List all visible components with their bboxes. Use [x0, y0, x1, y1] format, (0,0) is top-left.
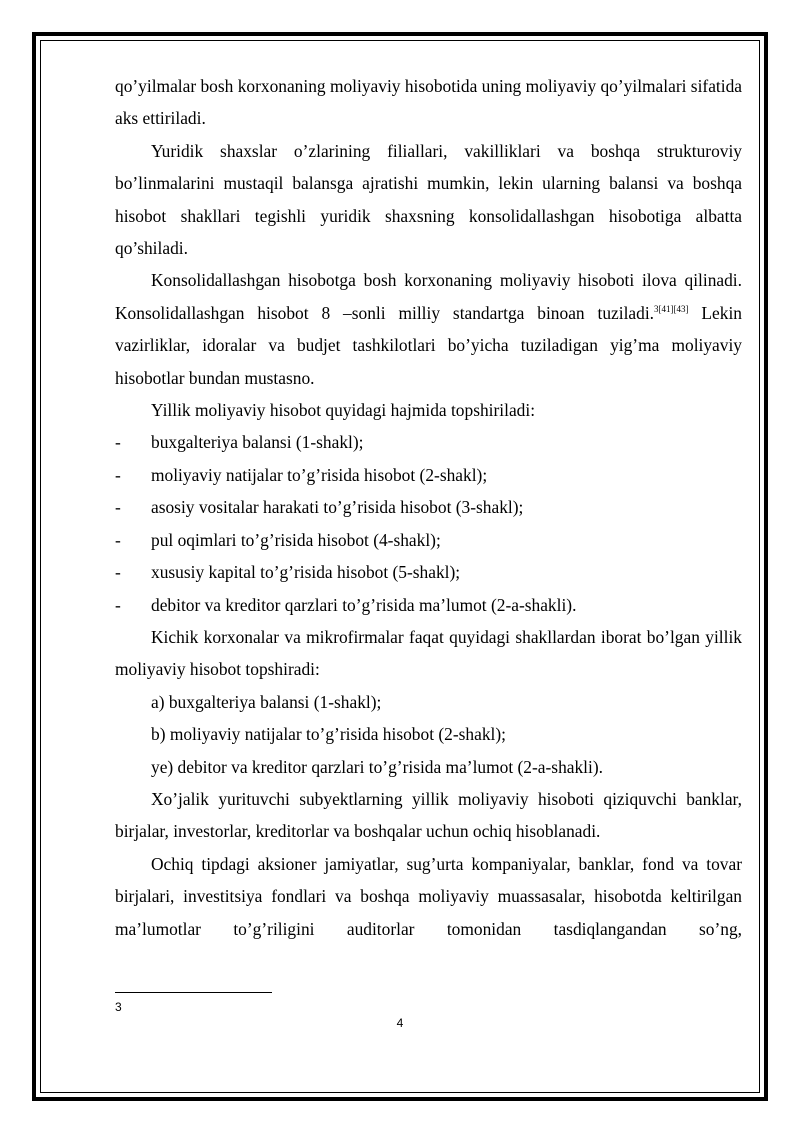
document-body — [115, 70, 742, 945]
dash-marker: - — [115, 562, 121, 583]
list-item: b) moliyaviy natijalar to’g’risida hisobot (2-shakl); — [151, 724, 506, 745]
paragraph-3 — [115, 264, 742, 394]
list-item — [115, 426, 742, 458]
list-item: a) buxgalteriya balansi (1-shakl); — [151, 691, 382, 712]
dash-marker: - — [115, 594, 121, 615]
list-item — [115, 459, 742, 491]
list-item-text: moliyaviy natijalar to’g’risida hisobot (2-shakl); — [151, 464, 488, 485]
list-item-text: pul oqimlari to’g’risida hisobot (4-shakl); — [151, 529, 441, 550]
list-item-text: asosiy vositalar harakati to’g’risida hisobot (3-shakl); — [151, 497, 524, 518]
list-item — [115, 524, 742, 556]
footnote-reference[interactable]: 3[41][43] — [654, 303, 689, 314]
list-item — [115, 556, 742, 588]
page-number: 4 — [396, 1016, 404, 1030]
paragraph-6: Xo’jalik yurituvchi subyektlarning yillik moliyaviy hisoboti qiziquvchi banklar, birjalar, investorlar, kreditorlar va boshqalar uchun ochiq hisoblanadi. — [115, 788, 742, 842]
dash-marker: - — [115, 432, 121, 453]
paragraph-7: Ochiq tipdagi aksioner jamiyatlar, sug’urta kompaniyalar, banklar, fond va tovar birjalari, investitsiya fondlari va boshqa moliyaviy muassasalar, hisobotda keltirilgan ma’lumotlar to’g’riligini auditorlar tomonidan tasdiqlangandan so’ng, — [115, 853, 742, 939]
report-forms-list — [115, 426, 742, 620]
dash-marker: - — [115, 464, 121, 485]
paragraph-3-part-a: Konsolidallashgan hisobotga bosh korxonaning moliyaviy hisoboti ilova qilinadi. Konsolidallashgan hisobot 8 –sonli milliy standartga binoan tuziladi. — [115, 270, 742, 323]
paragraph-2: Yuridik shaxslar o’zlarining filiallari, vakilliklari va boshqa strukturoviy bo’linmalarini mustaqil balansga ajratishi mumkin, lekin ularning balansi va boshqa hisobot shakllari tegishli yuridik shaxsning konsolidallashgan hisobotiga albatta qo’shiladi. — [115, 140, 742, 259]
dash-marker: - — [115, 497, 121, 518]
list-item-text: debitor va kreditor qarzlari to’g’risida ma’lumot (2-a-shakli). — [151, 594, 577, 615]
list-item — [115, 589, 742, 621]
small-business-forms-list — [115, 686, 742, 783]
list-item-text: buxgalteriya balansi (1-shakl); — [151, 432, 364, 453]
list-item-text: xususiy kapital to’g’risida hisobot (5-shakl); — [151, 562, 461, 583]
footnote-number: 3 — [115, 1000, 122, 1014]
dash-marker: - — [115, 529, 121, 550]
paragraph-5: Kichik korxonalar va mikrofirmalar faqat quyidagi shakllardan iborat bo’lgan yillik moliyaviy hisobot topshiradi: — [115, 626, 742, 680]
list-item — [115, 491, 742, 523]
paragraph-4: Yillik moliyaviy hisobot quyidagi hajmida topshiriladi: — [151, 400, 536, 421]
paragraph-3-part-b: Lekin vazirliklar, idoralar va budjet tashkilotlari bo’yicha tuziladigan yig’ma moliyaviy hisobotlar bundan mustasno. — [115, 302, 742, 388]
list-item: ye) debitor va kreditor qarzlari to’g’risida ma’lumot (2-a-shakli). — [151, 756, 603, 777]
footnote-separator — [115, 992, 272, 993]
paragraph-1: qo’yilmalar bosh korxonaning moliyaviy hisobotida uning moliyaviy qo’yilmalari sifatida aks ettiriladi. — [115, 76, 742, 129]
